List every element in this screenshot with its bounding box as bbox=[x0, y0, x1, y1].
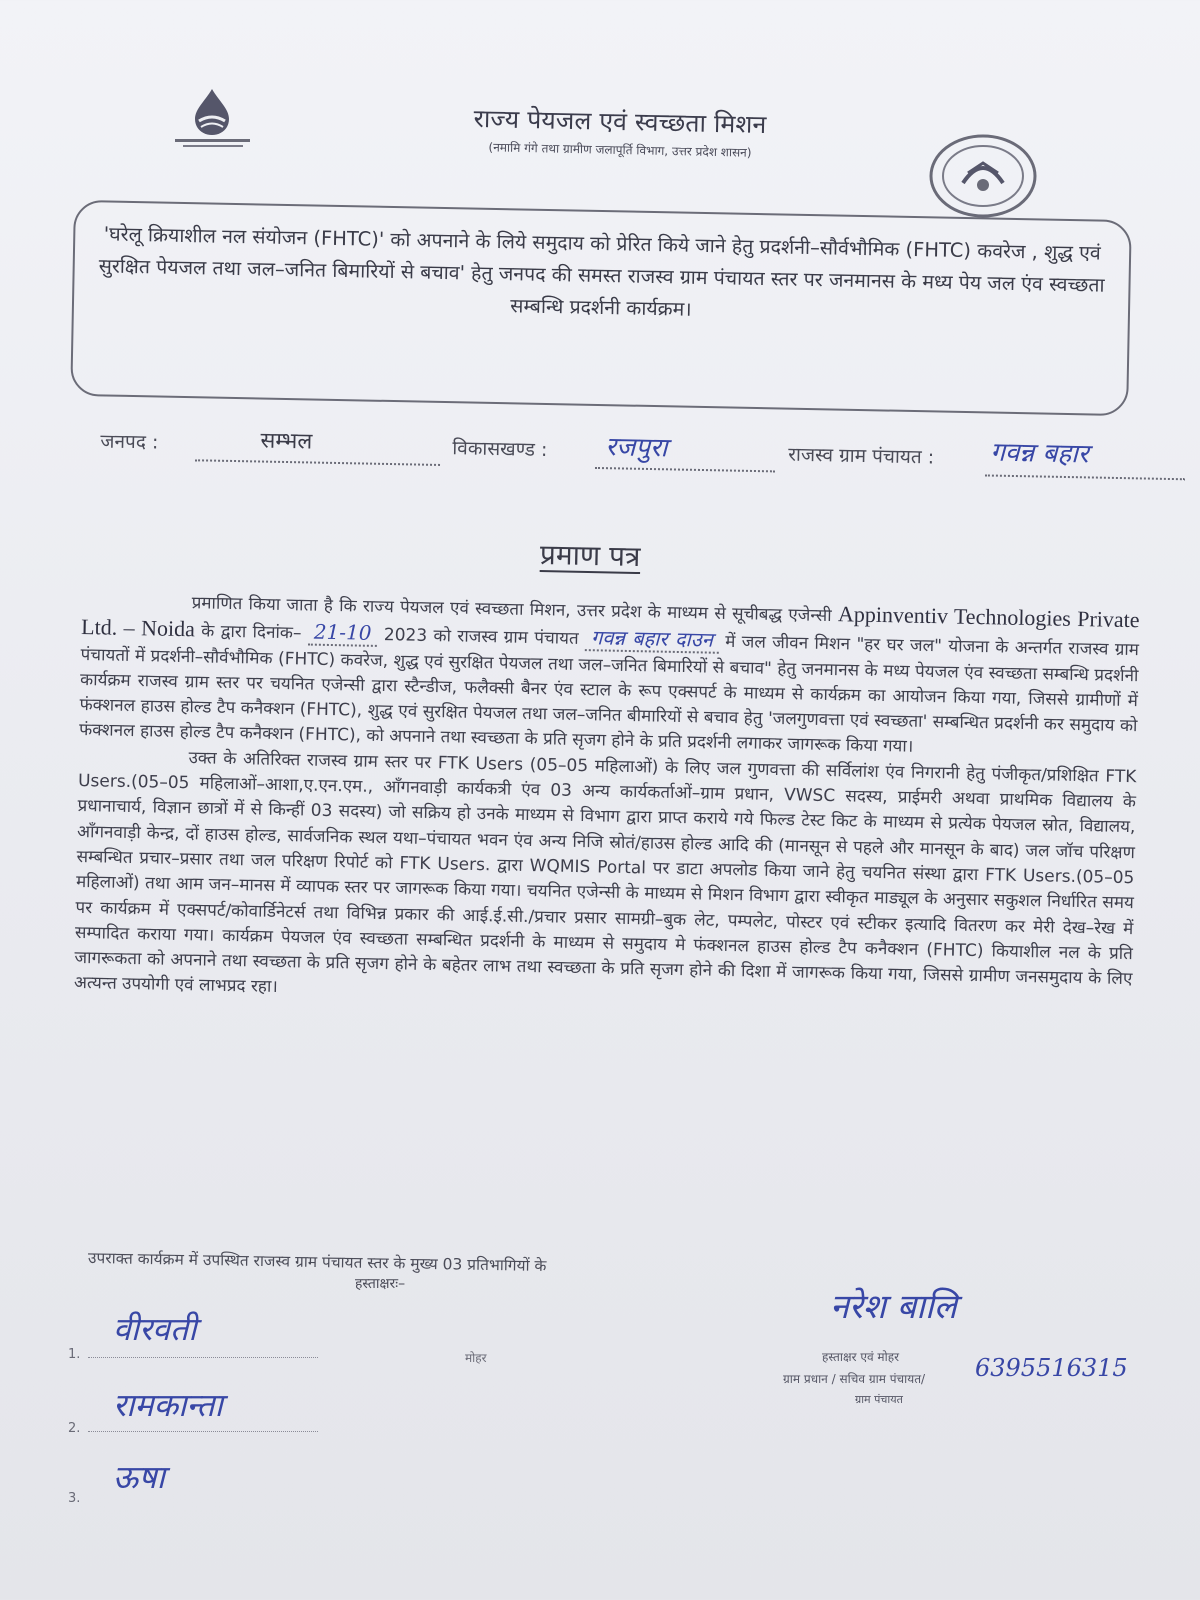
participant-name: ऊषा bbox=[113, 1458, 165, 1496]
participant-number: 2. bbox=[68, 1421, 81, 1436]
certificate-heading: प्रमाण पत्र bbox=[539, 537, 641, 574]
up-government-seal-icon bbox=[928, 133, 1038, 219]
pradhan-signature: नरेश बालि bbox=[830, 1287, 957, 1327]
participant-signature bbox=[68, 1305, 468, 1365]
signature-line bbox=[88, 1357, 318, 1358]
event-date: 21-10 bbox=[308, 620, 378, 647]
participant-name: वीरवती bbox=[113, 1310, 197, 1348]
mission-subtitle: (नमामि गंगे तथा ग्रामीण जलापूर्ति विभाग, उत्तर प्रदेश शासन) bbox=[488, 140, 752, 160]
body-paragraph-1 bbox=[79, 586, 1140, 765]
mission-title: राज्य पेयजल एवं स्वच्छता मिशन bbox=[473, 103, 767, 140]
district-line bbox=[195, 429, 441, 466]
agency-name: Appinventiv Technologies Private Ltd. – Noida bbox=[80, 601, 1140, 642]
signatures-intro: उपराक्त कार्यक्रम में उपस्थित राजस्व ग्राम पंचायत स्तर के मुख्य 03 प्रतिभागियों के bbox=[87, 1249, 547, 1275]
body-paragraph-2: उक्त के अतिरिक्त राजस्व ग्राम स्तर पर FTK Users (05–05 महिलाओं) के लिए जल गुणवत्ता की सर्विलांश एंव निगरानी हेतु पंजीकृत/प्रशिक्षित FTK Users.(05–05 महिलाओं–आशा,ए.एन.एम., आँगनवाड़ी कार्यकत्री एंव 03 अन्य कार्यकर्ताओं–ग्राम प्रधान, VWSC सदस्य, प्राईमरी अथवा प्राथमिक विद्यालय के प्रधानाचार्य, विज्ञान छात्रों में से किन्हीं 03 सदस्य) जो सक्रिय हो उनके माध्यम से विभाग द्वारा प्राप्त कराये गये फिल्ड टेस्ट किट के माध्यम से प्रत्येक पेयजल स्रोत, विद्यालय, आँगनवाड़ी केन्द्र, दों हाउस होल्ड, सार्वजनिक स्थल यथा–पंचायत भवन एंव अन्य निजि स्रोतं/हाउस होल्ड आदि की (मानसून से पहले और मानसून के बाद) जल जॉच परिक्षण सम्बन्धित प्रचार–प्रसार तथा जल परिक्षण रिपोर्ट को FTK Users. द्वारा WQMIS Portal पर डाटा अपलोड किया जाने हेतु चयनित संस्था द्वारा FTK Users.(05–05 महिलाओं) तथा आम जन–मानस में व्यापक स्तर पर जागरूक किया गया। चयनित एजेन्सी के माध्यम से मिशन विभाग द्वारा स्वीकृत माड्यूल के अनुसार सकुशल निर्धारित समय पर कार्यक्रम में एक्सपर्ट/कोवार्डिनेटर्स तथा विभिन्न प्रकार की आई.ई.सी./प्रचार प्रसार सामग्री–बुक लेट, पम्पलेट, पोस्टर एवं स्टीकर इत्यादि वितरण कर मेरी देख–रेख में सम्पादित कराया गया। कार्यक्रम पेयजल एंव स्वच्छता सम्बन्धित प्रदर्शनी के माध्यम से समुदाय मे फंक्शनल हाउस होल्ड टैप कनैक्शन (FHTC) कियाशील नल के प्रति जागरूकता को अपनाने तथा स्वच्छता के प्रति सृजग होने के बहेतर लाभ तथा स्वच्छता के प्रति सृजग होने की दिशा में जागरूक किया गया, जिससे ग्रामीण जनसमुदाय के लिए अत्यन्त उपयोगी एवं लाभप्रद रहा। bbox=[73, 747, 1137, 998]
panchayat-label: राजस्व ग्राम पंचायत : bbox=[788, 443, 935, 469]
body-p1-d: में जल जीवन मिशन "हर घर जल" योजना के अन्तर्गत राजस्व ग्राम पंचायतों में प्रदर्शनी–सौर्वभौमिक (FHTC) कवरेज, शुद्ध एवं सुरक्षित पेयजल तथा जल–जनित बिमारियों से बचाव" हेतु जनमानस के मध्य पेयजल एंव स्वच्छता सम्बन्धि प्रदर्शनी कार्यक्रम राजस्व ग्राम स्तर पर चयनित एजेन्सी द्वारा स्टैन्डीज, फलैक्सी बैनर एंव स्टाल के रूप एक्सपर्ट के माध्यम से कार्यक्रम का आयोजन किया गया, जिससे ग्रामीणों में फंक्शनल हाउस होल्ड टैप कनैक्शन (FHTC), शुद्ध एवं सुरक्षित पेयजल तथा जल–जनित बीमारियों से बचाव हेतु 'जलगुणवत्ता एवं स्वच्छता' सम्बन्धित प्रदर्शनी कर समुदाय को फंक्शनल हाउस होल्ड टैप कनैक्शन (FHTC), को अपनाने तथा स्वच्छता के प्रति सृजग होने के प्रति प्रदर्शनी लगाकर जागरूक किया गया। bbox=[78, 632, 1140, 758]
panchayat-value: गवन्न बहार bbox=[990, 437, 1089, 470]
water-drop-logo-icon bbox=[165, 85, 260, 153]
event-year: 2023 bbox=[383, 625, 428, 647]
sign-label-2: ग्राम प्रधान / सचिव ग्राम पंचायत/ bbox=[783, 1372, 926, 1386]
signatures-intro-sub: हस्ताक्षरः– bbox=[355, 1276, 406, 1292]
location-fields bbox=[100, 427, 1200, 508]
district-value: सम्भल bbox=[260, 428, 313, 455]
body-p1-b: के द्वारा दिनांक– bbox=[201, 621, 302, 644]
participant-number: 1. bbox=[68, 1347, 81, 1362]
signature-line bbox=[88, 1431, 318, 1432]
participant-signature bbox=[68, 1383, 468, 1443]
body-p1-c: को राजस्व ग्राम पंचायत bbox=[433, 626, 579, 650]
stamp-label: मोहर bbox=[465, 1351, 487, 1365]
participant-signature bbox=[68, 1455, 468, 1515]
body-p1-a: प्रमाणित किया जाता है कि राज्य पेयजल एवं स्वच्छता मिशन, उत्तर प्रदेश के माध्यम से सूचीबद्ध एजेन्सी bbox=[191, 593, 832, 627]
program-description-text: 'घरेलू क्रियाशील नल संयोजन (FHTC)' को अपनाने के लिये समुदाय को प्रेरित किये जाने हेतु प्रदर्शनी–सौर्वभौमिक (FHTC) कवरेज , शुद्ध एवं सुरक्षित पेयजल तथा जल–जनित बिमारियों से बचाव' हेतु जनपद की समस्त राजस्व ग्राम पंचायत स्तर पर जनमानस के मध्य पेय जल एंव स्वच्छता सम्बन्धि प्रदर्शनी कार्यक्रम। bbox=[98, 222, 1105, 321]
certificate-body bbox=[74, 586, 1140, 1018]
district-label: जनपद : bbox=[100, 430, 159, 454]
block-label: विकासखण्ड : bbox=[452, 437, 548, 462]
participant-number: 3. bbox=[68, 1491, 81, 1506]
program-description-box bbox=[70, 200, 1132, 416]
participant-name: रामकान्ता bbox=[113, 1386, 223, 1424]
pradhan-phone: 6395516315 bbox=[975, 1354, 1128, 1382]
block-value: रजपुरा bbox=[605, 432, 668, 464]
village-name: गवन्न बहार दाउन bbox=[585, 625, 719, 654]
sign-label-1: हस्ताक्षर एवं मोहर bbox=[822, 1350, 900, 1364]
sign-label-3: ग्राम पंचायत bbox=[855, 1393, 903, 1406]
